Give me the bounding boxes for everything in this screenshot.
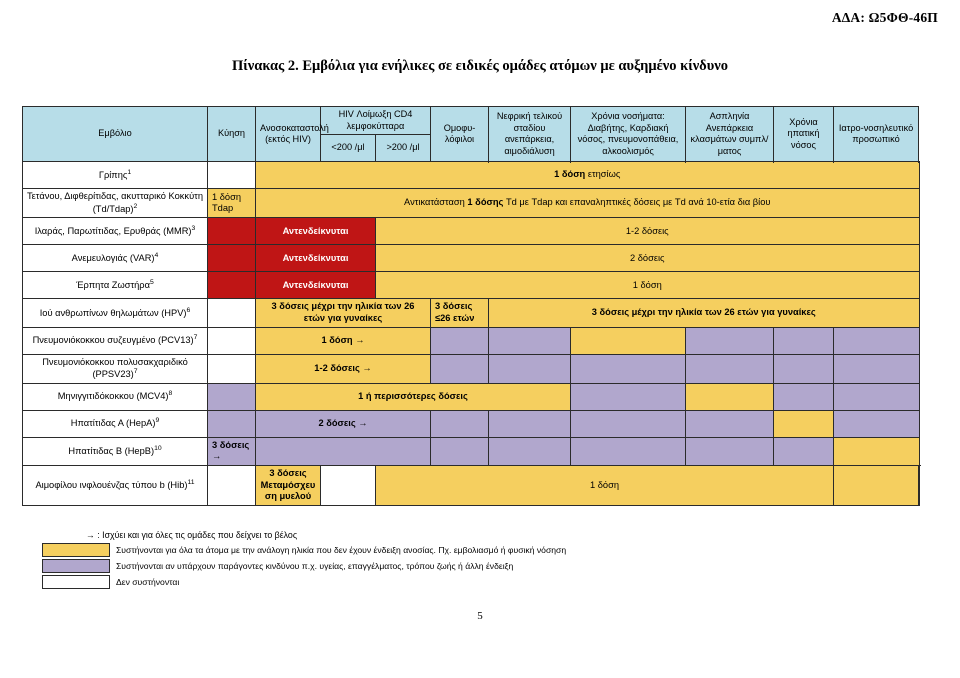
- vaccine-name-cell: Μηνιγγιτιδόκοκκου $(MCV4)^8$: [23, 383, 208, 410]
- table-cell: [774, 410, 834, 437]
- vaccination-table: [22, 106, 920, 506]
- table-cell: [834, 466, 919, 506]
- legend-item: [22, 559, 920, 573]
- table-cell: 3 δόσεις ≤26 ετών: [431, 299, 489, 327]
- table-cell: [571, 327, 686, 354]
- header-immunocompromised: Ανοσοκαταστολή (εκτός HIV): [256, 107, 321, 162]
- table-row: [23, 437, 920, 465]
- vaccine-name-cell: Έρπητα Ζωστήρα$^5$: [23, 272, 208, 299]
- header-vaccine: Εμβόλιο: [23, 107, 208, 162]
- table-cell: [431, 327, 489, 354]
- table-cell: [256, 437, 431, 465]
- header-asplenia: Ασπληνία Ανεπάρκεια κλασμάτων συμπλ/ματος: [686, 107, 774, 162]
- table-row: [23, 189, 920, 218]
- legend-label: Συστήνονται αν υπάρχουν παράγοντες κινδύνου π.χ. υγείας, επαγγέλματος, τρόπου ζωής ή άλλη ένδειξη: [116, 561, 514, 571]
- table-cell: [834, 410, 919, 437]
- table-row: [23, 354, 920, 383]
- vaccine-name-cell: Ηπατίτιδας Α (HepA)$^9$: [23, 410, 208, 437]
- table-cell: [489, 354, 571, 383]
- table-row: [23, 218, 920, 245]
- header-hiv-group: HIV Λοίμωξη CD4 λεμφοκύτταρα: [321, 107, 431, 135]
- table-cell: [834, 327, 919, 354]
- vaccine-name-cell: Πνευμονιόκοκκου συζευγμένο $(PCV13)^7$: [23, 327, 208, 354]
- header-pregnancy: Κύηση: [208, 107, 256, 162]
- table-cell: Αντενδείκνυται: [256, 245, 376, 272]
- table-cell: [208, 410, 256, 437]
- table-cell: 1 δόση: [376, 272, 920, 299]
- header-row-1: [23, 107, 920, 135]
- vaccine-name-cell: Ιού ανθρωπίνων θηλωμάτων (HPV)$^6$: [23, 299, 208, 327]
- table-cell: 1 δόση ετησίως: [256, 162, 920, 189]
- table-row: [23, 245, 920, 272]
- table-cell: [834, 383, 919, 410]
- legend-label: Συστήνονται για όλα τα άτομα με την ανάλογη ηλικία που δεν έχουν ένδειξη ανοσίας. Πχ. εμβολιασμό ή φυσική νόσηση: [116, 545, 567, 555]
- header-renal: Νεφρική τελικού σταδίου ανεπάρκεια, αιμοδιάλυση: [489, 107, 571, 162]
- table-cell: [208, 354, 256, 383]
- vaccine-name-cell: Πνευμονιόκοκκου πολυσακχαριδικό (PPSV23)$^7$: [23, 354, 208, 383]
- table-cell: 1 δόση Tdap: [208, 189, 256, 218]
- table-cell: [321, 466, 376, 506]
- table-cell: [208, 272, 256, 299]
- table-cell: [208, 466, 256, 506]
- table-cell: Αντικατάσταση 1 δόσης Td με Tdap και επαναληπτικές δόσεις με Td ανά 10-ετία δια βίου: [256, 189, 920, 218]
- legend-color-swatch: [42, 559, 110, 573]
- table-cell: 3 δόσεις μέχρι την ηλικία των 26 ετών για γυναίκες: [489, 299, 919, 327]
- vaccine-name-cell: Ηπατίτιδας Β (HepB)$^{10}$: [23, 437, 208, 465]
- legend-color-swatch: [42, 543, 110, 557]
- table-cell: 1 δόση: [376, 466, 834, 506]
- header-hiv-high: >200 /μl: [376, 135, 431, 162]
- page-title: Πίνακας 2. Εμβόλια για ενήλικες σε ειδικές ομάδες ατόμων με αυξημένο κίνδυνο: [232, 58, 728, 74]
- page-number: 5: [477, 610, 483, 622]
- table-cell: [208, 218, 256, 245]
- table-cell: Αντενδείκνυται: [256, 218, 376, 245]
- table-cell: [571, 437, 686, 465]
- legend-item: [22, 575, 920, 589]
- header-msm: Ομοφυ-λόφιλοι: [431, 107, 489, 162]
- table-cell: [774, 383, 834, 410]
- legend-arrow-note: → : Ισχύει και για όλες τις ομάδες που δείχνει το βέλος: [86, 530, 298, 540]
- table-cell: [686, 354, 774, 383]
- table-cell: 2 δόσεις: [376, 245, 920, 272]
- table-cell: [686, 410, 774, 437]
- table-cell: [489, 437, 571, 465]
- table-body: [23, 162, 920, 506]
- table-row: [23, 466, 920, 506]
- vaccine-name-cell: Ιλαράς, Παρωτίτιδας, Ερυθράς (MMR)$^3$: [23, 218, 208, 245]
- table-cell: 1-2 δόσεις →: [256, 354, 431, 383]
- header-liver: Χρόνια ηπατική νόσος: [774, 107, 834, 162]
- table-row: [23, 299, 920, 327]
- table-cell: 3 δόσεις Μεταμόσχευ ση μυελού: [256, 466, 321, 506]
- table-cell: 3 δόσεις →: [208, 437, 256, 465]
- table-row: [23, 327, 920, 354]
- table-cell: [834, 437, 919, 465]
- table-cell: [919, 466, 920, 506]
- table-row: [23, 162, 920, 189]
- table-cell: [571, 383, 686, 410]
- table-cell: [208, 162, 256, 189]
- legend-color-swatch: [42, 575, 110, 589]
- table-cell: 1 ή περισσότερες δόσεις: [256, 383, 571, 410]
- table-cell: [489, 327, 571, 354]
- vaccine-name-cell: Ανεμευλογιάς (VAR)$^4$: [23, 245, 208, 272]
- table-row: [23, 383, 920, 410]
- table-cell: [431, 354, 489, 383]
- table-cell: 3 δόσεις μέχρι την ηλικία των 26 ετών για γυναίκες: [256, 299, 431, 327]
- table-cell: [489, 410, 571, 437]
- vaccine-name-cell: Αιμοφίλου ινφλουένζας τύπου b (Hib)$^{11}$: [23, 466, 208, 506]
- vaccine-name-cell: Τετάνου, Διφθερίτιδας, ακυτταρικό Κοκκύτη (Td/Tdap)$^2$: [23, 189, 208, 218]
- table-cell: [686, 327, 774, 354]
- table-cell: [686, 383, 774, 410]
- table-cell: [774, 327, 834, 354]
- table-cell: [208, 299, 256, 327]
- table-header: [23, 107, 920, 162]
- table-cell: [774, 437, 834, 465]
- table-cell: 2 δόσεις →: [256, 410, 431, 437]
- table-cell: [686, 437, 774, 465]
- table-row: [23, 410, 920, 437]
- legend: [22, 530, 920, 591]
- table-cell: [571, 354, 686, 383]
- table-cell: [431, 410, 489, 437]
- table-cell: [208, 327, 256, 354]
- vaccine-name-cell: Γρίπης$^1$: [23, 162, 208, 189]
- table-cell: 1-2 δόσεις: [376, 218, 920, 245]
- legend-label: Δεν συστήνονται: [116, 577, 180, 587]
- legend-items: [22, 543, 920, 589]
- header-hiv-low: <200 /μl: [321, 135, 376, 162]
- table-cell: [834, 354, 919, 383]
- header-chronic: Χρόνια νοσήματα: Διαβήτης, Καρδιακή νόσος, πνευμονοπάθεια, αλκοολισμός: [571, 107, 686, 162]
- table-cell: [571, 410, 686, 437]
- header-healthcare: Ιατρο-νοσηλευτικό προσωπικό: [834, 107, 919, 162]
- table-cell: [774, 354, 834, 383]
- table-cell: [431, 437, 489, 465]
- table-cell: [208, 245, 256, 272]
- table-cell: [208, 383, 256, 410]
- legend-item: [22, 543, 920, 557]
- table-row: [23, 272, 920, 299]
- ada-code: ΑΔΑ: Ω5ΦΘ-46Π: [831, 10, 938, 25]
- table-cell: Αντενδείκνυται: [256, 272, 376, 299]
- table-cell: 1 δόση →: [256, 327, 431, 354]
